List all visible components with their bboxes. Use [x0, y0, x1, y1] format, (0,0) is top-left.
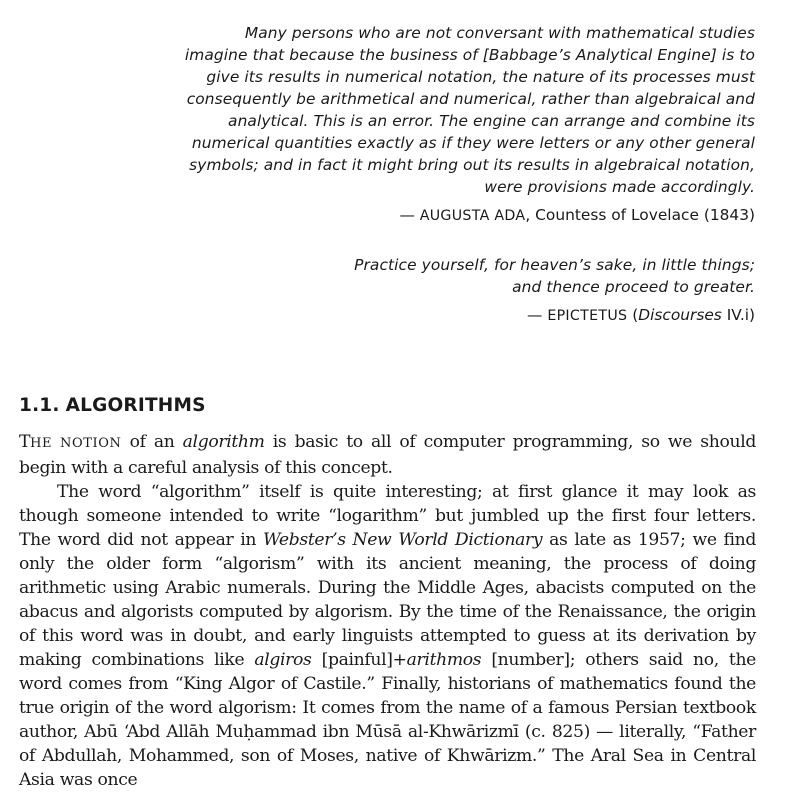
quote-line: Practice yourself, for heaven’s sake, in little things; [354, 256, 755, 274]
lead-in [19, 432, 121, 452]
attribution-source: , Countess of Lovelace (1843) [525, 206, 755, 224]
attribution-source-open: ( [627, 306, 639, 324]
epigraph-lovelace [185, 22, 755, 227]
lead-small: HE NOTION [30, 436, 122, 451]
attribution-author: EPICTETUS [547, 308, 628, 324]
text-run: is basic to all of computer programming, so we should begin with a careful analysis of this concept. [19, 432, 757, 478]
emphasis: algorithm [182, 432, 265, 452]
text-run: [number]; others said no, the word comes from “King Algor of Castile.” Finally, historians of mathematics found the true origin of the word algorism: It comes from the name of a famous Persian textbook author, Abū ‘Abd Allāh Muḥammad ibn Mūsā al-Khwārizmī (c. 825) — literally, “Father of Abdullah, Mohammed, son of Moses, native of Khwārizm.” The Aral Sea in Central Asia was once [19, 650, 756, 790]
epigraph-quote [185, 22, 755, 198]
quote-line: give its results in numerical notation, the nature of its processes must [206, 68, 755, 86]
quote-line: symbols; and in fact it might bring out its results in algebraical notation, [189, 156, 755, 174]
epigraph-epictetus [354, 254, 755, 327]
section-title: ALGORITHMS [65, 395, 206, 416]
quote-line: and thence proceed to greater. [512, 278, 755, 296]
section-number: 1.1. [19, 395, 60, 416]
lead-cap: T [19, 432, 31, 452]
epigraph-attribution [354, 304, 755, 327]
quote-line: Many persons who are not conversant with mathematical studies [244, 24, 755, 42]
attribution-source-rest: IV.i) [721, 306, 755, 324]
emphasis: Webster’s New World Dictionary [262, 530, 543, 550]
epigraph-attribution [185, 204, 755, 227]
attribution-source-title: Discourses [638, 306, 722, 324]
text-run: [painful]+ [311, 650, 407, 670]
quote-line: consequently be arithmetical and numerical, rather than algebraical and [186, 90, 755, 108]
epigraph-quote [354, 254, 755, 298]
attribution-dash: — [527, 306, 548, 324]
quote-line: analytical. This is an error. The engine can arrange and combine its [228, 112, 755, 130]
emphasis: arithmos [406, 650, 482, 670]
attribution-author: AUGUSTA ADA [419, 208, 526, 224]
section-heading [19, 395, 206, 416]
quote-line: imagine that because the business of [Babbage’s Analytical Engine] is to [184, 46, 755, 64]
body-text [19, 430, 756, 792]
emphasis: algiros [254, 650, 312, 670]
attribution-dash: — [399, 206, 420, 224]
quote-line: were provisions made accordingly. [484, 178, 755, 196]
paragraph [19, 430, 756, 480]
paragraph [19, 480, 756, 792]
text-run: of an [121, 432, 183, 452]
text-run: The word “algorithm” itself is quite interesting; at first glance it may look as though someone intended to write “logarithm” but jumbled up the first four letters. The word did not appear in [19, 482, 756, 550]
quote-line: numerical quantities exactly as if they were letters or any other general [191, 134, 755, 152]
text-run: as late as 1957; we find only the older form “algorism” with its ancient meaning, the process of doing arithmetic using Arabic numerals. During the Middle Ages, abacists computed on the abacus and algorists computed by algorism. By the time of the Renaissance, the origin of this word was in doubt, and early linguists attempted to guess at its derivation by making combinations like [19, 530, 757, 670]
